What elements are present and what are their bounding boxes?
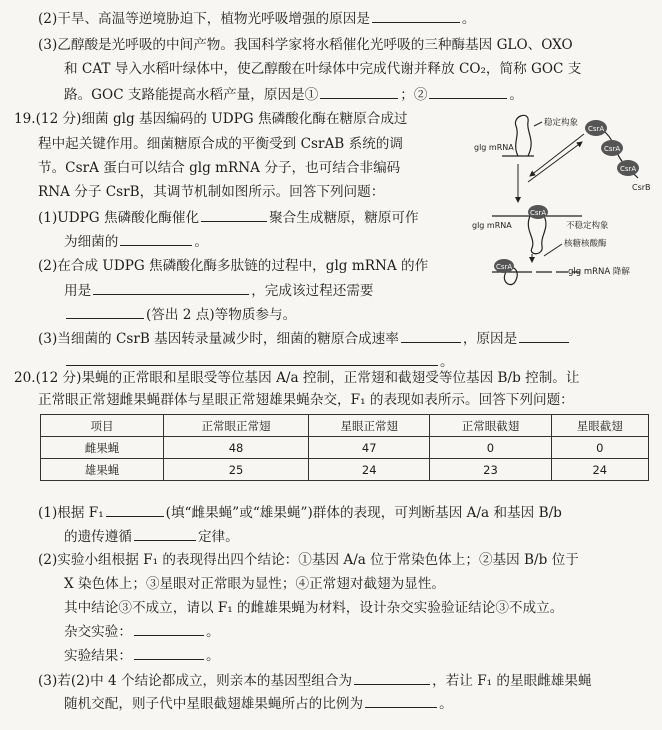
- q19-stem-line4: RNA 分子 CsrB，其调节机制如图所示。回答下列问题：: [38, 184, 385, 200]
- answer-blank[interactable]: [365, 693, 437, 708]
- label-degradation: glg mRNA 降解: [568, 267, 630, 277]
- label-nuclease: 核糖核酸酶: [564, 239, 607, 249]
- table-cell: 24: [309, 459, 430, 481]
- q19-part1-line1: (1)UDPG 焦磷酸化酶催化 聚合生成糖原，糖原可作: [38, 207, 419, 228]
- label-glg-mrna-top: glg mRNA: [474, 143, 514, 152]
- q18-part3-line3: 路。GOC 支路能提高水稻产量，原因是① ；② 。: [64, 84, 523, 105]
- csr-regulation-diagram: [472, 104, 658, 294]
- q20-part1-line1: (1)根据 F₁ (填“雌果蝇”或“雄果蝇”)群体的表现，可判断基因 A/a 和基因 B/b: [38, 502, 562, 523]
- q20-part1-line2: 的遗传遵循 定律。: [64, 526, 239, 547]
- q19-part2-line2: 用是 ，完成该过程还需要: [64, 280, 374, 301]
- table-header-cell: 星眼截翅: [551, 415, 648, 437]
- table-header-cell: 项目: [41, 415, 164, 437]
- answer-blank[interactable]: [401, 328, 461, 343]
- label-csra-3: CsrA: [620, 165, 637, 173]
- table-cell: 雄果蝇: [41, 459, 164, 481]
- table-header-row: [41, 415, 649, 437]
- q19-stem-line3: 节。CsrA 蛋白可以结合 glg mRNA 分子，也可结合非编码: [38, 160, 401, 176]
- q18-part3-line1: (3)乙醇酸是光呼吸的中间产物。我国科学家将水稻催化光呼吸的三种酶基因 GLO、OXO: [38, 37, 573, 53]
- q20-part2-line1: (2)实验小组根据 F₁ 的表现得出四个结论：①基因 A/a 位于常染色体上；②基因 B/b 位于: [38, 552, 579, 568]
- q19-part3-line2: 。: [64, 351, 454, 372]
- table-cell: 雌果蝇: [41, 437, 164, 459]
- q20-stem-line1: 20.(12 分)果蝇的正常眼和星眼受等位基因 A/a 控制，正常翅和截翅受等位基因 B/b 控制。让: [14, 370, 580, 386]
- q20-part2-cross: 杂交实验： 。: [64, 621, 220, 642]
- q19-part2-line3: (答出 2 点)等物质参与。: [64, 304, 296, 325]
- answer-blank[interactable]: [134, 621, 204, 636]
- table-row: [41, 437, 649, 459]
- table-cell: 23: [430, 459, 551, 481]
- hairpin-unstable-shape: [528, 216, 546, 254]
- answer-blank[interactable]: [134, 526, 196, 541]
- q20-part2-result: 实验结果： 。: [64, 645, 220, 666]
- table-header-cell: 正常眼正常翅: [164, 415, 309, 437]
- arrow-csra-bind: [528, 142, 582, 182]
- table-cell: 25: [164, 459, 309, 481]
- answer-blank[interactable]: [134, 645, 204, 660]
- q19-stem-line1: 19.(12 分)细菌 glg 基因编码的 UDPG 焦磷酸化酶在糖原合成过: [14, 111, 408, 127]
- f1-phenotype-table: [40, 414, 649, 481]
- table-cell: 48: [164, 437, 309, 459]
- label-csra-low: CsrA: [496, 263, 513, 271]
- label-csra-2: CsrA: [604, 145, 621, 153]
- label-csra-1: CsrA: [588, 125, 605, 133]
- answer-blank[interactable]: [201, 207, 267, 222]
- arrow-csra-release: [530, 134, 584, 176]
- q18-part2: (2)干旱、高温等逆境胁迫下，植物光呼吸增强的原因是 。: [38, 8, 476, 29]
- hairpin-stable-shape: [515, 115, 531, 156]
- q19-stem-line2: 程中起关键作用。细菌糖原合成的平衡受到 CsrAB 系统的调: [38, 136, 403, 152]
- answer-blank[interactable]: [66, 351, 438, 366]
- table-cell: 0: [430, 437, 551, 459]
- q20-part2-line2: X 染色体上；③星眼对正常眼为显性；④正常翅对截翅为显性。: [64, 576, 446, 592]
- table-cell: 24: [551, 459, 648, 481]
- answer-blank[interactable]: [354, 670, 430, 685]
- answer-blank[interactable]: [66, 304, 144, 319]
- q20-part3-line2: 随机交配，则子代中星眼截翅雄果蝇所占的比例为 。: [64, 693, 453, 714]
- label-csra-mid: CsrA: [530, 209, 547, 217]
- q19-part1-line2: 为细菌的 。: [64, 231, 208, 252]
- table-cell: 0: [551, 437, 648, 459]
- label-unstable-structure: 不稳定构象: [566, 221, 609, 231]
- table-row: [41, 459, 649, 481]
- table-header-cell: 星眼正常翅: [309, 415, 430, 437]
- table-header-cell: 正常眼截翅: [430, 415, 551, 437]
- q19-part2-line1: (2)在合成 UDPG 焦磷酸化酶多肽链的过程中，glg mRNA 的作: [38, 258, 429, 274]
- table-cell: 47: [309, 437, 430, 459]
- answer-blank[interactable]: [93, 280, 249, 295]
- answer-blank[interactable]: [519, 328, 569, 343]
- answer-blank[interactable]: [106, 502, 164, 517]
- q20-stem-line2: 正常眼正常翅雌果蝇群体与星眼正常翅雄果蝇杂交，F₁ 的表现如表所示。回答下列问题：: [38, 392, 574, 408]
- label-stable-structure: 稳定构象: [544, 118, 579, 128]
- label-glg-mrna-mid: glg mRNA: [472, 221, 512, 230]
- answer-blank[interactable]: [120, 231, 192, 246]
- q20-part2-line3: 其中结论③不成立，请以 F₁ 的雌雄果蝇为材料，设计杂交实验验证结论③不成立。: [64, 600, 564, 616]
- answer-blank[interactable]: [372, 8, 460, 23]
- answer-blank[interactable]: [429, 84, 507, 99]
- q20-part3-line1: (3)若(2)中 4 个结论都成立，则亲本的基因型组合为 ，若让 F₁ 的星眼雌雄果蝇: [38, 670, 592, 691]
- answer-blank[interactable]: [320, 84, 398, 99]
- label-csrb: CsrB: [632, 183, 651, 192]
- q18-part3-line2: 和 CAT 导入水稻叶绿体中，使乙醇酸在叶绿体中完成代谢并释放 CO₂，简称 GOC 支: [64, 61, 582, 77]
- q19-part3-line1: (3)当细菌的 CsrB 基因转录量减少时，细菌的糖原合成速率 ，原因是: [38, 328, 571, 349]
